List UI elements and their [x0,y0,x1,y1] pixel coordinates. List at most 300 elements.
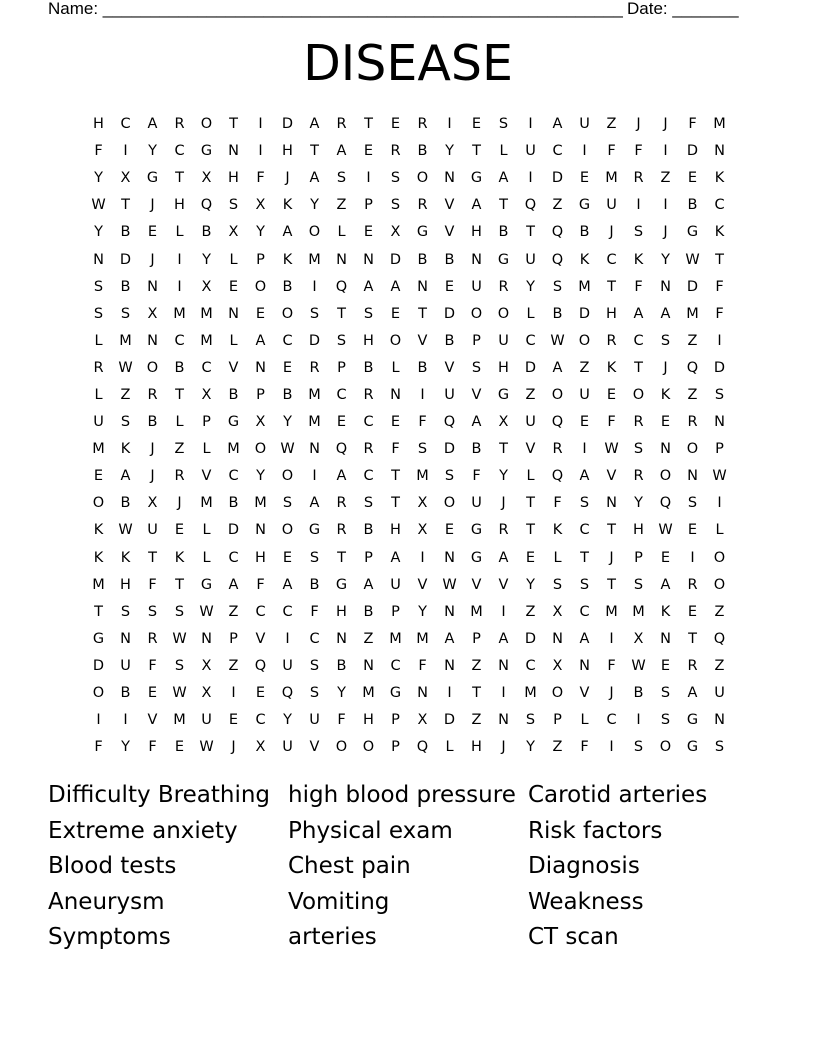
grid-letter: G [686,739,699,756]
grid-letter: S [444,468,455,485]
grid-letter: L [526,305,535,322]
grid-letter: G [227,414,240,431]
grid-letter: I [447,116,452,133]
grid-letter: G [416,224,429,241]
grid-letter: F [688,116,697,133]
grid-letter: O [281,305,294,322]
grid-letter: E [660,657,671,674]
grid-letter: F [391,441,400,458]
grid-letter: T [526,224,535,241]
grid-letter: O [92,685,105,702]
grid-letter: B [282,278,293,295]
grid-letter: S [471,359,482,376]
grid-letter: C [363,468,374,485]
grid-letter: Z [525,386,536,403]
grid-letter: N [417,278,428,295]
grid-letter: C [228,549,239,566]
grid-letter: U [579,116,590,133]
grid-letter: N [147,332,158,349]
grid-row [85,545,733,572]
grid-letter: S [228,197,239,214]
grid-letter: N [228,143,239,160]
grid-letter: K [93,522,104,539]
grid-letter: Q [200,197,213,214]
grid-letter: M [173,305,186,322]
grid-letter: E [390,414,401,431]
grid-letter: B [336,657,347,674]
grid-letter: P [391,739,400,756]
grid-letter: Y [310,197,319,214]
grid-letter: D [119,251,132,268]
grid-letter: H [255,549,266,566]
grid-letter: J [177,495,182,512]
grid-letter: S [309,305,320,322]
grid-letter: L [175,224,184,241]
grid-letter: Q [551,414,564,431]
grid-letter: X [390,224,401,241]
grid-row [85,165,733,192]
grid-letter: X [255,739,266,756]
grid-letter: D [686,278,699,295]
word-bank [48,778,768,956]
grid-letter: O [335,739,348,756]
grid-letter: O [362,739,375,756]
grid-letter: C [282,332,293,349]
grid-letter: M [416,468,429,485]
word-bank-item: Risk factors [528,817,663,844]
grid-letter: F [256,170,265,187]
grid-letter: Y [526,739,535,756]
grid-letter: Q [551,251,564,268]
grid-letter: T [472,143,481,160]
grid-letter: I [636,712,641,729]
grid-letter: I [501,685,506,702]
grid-letter: Z [552,739,563,756]
grid-letter: R [174,468,185,485]
grid-letter: V [498,576,509,593]
grid-letter: C [363,414,374,431]
grid-letter: O [146,359,159,376]
grid-letter: I [231,685,236,702]
grid-letter: U [282,657,293,674]
grid-letter: H [174,197,185,214]
grid-letter: Z [579,359,590,376]
grid-letter: X [417,522,428,539]
grid-letter: D [443,712,456,729]
grid-letter: Z [660,170,671,187]
grid-letter: M [605,603,618,620]
grid-letter: F [148,739,157,756]
grid-letter: S [579,576,590,593]
grid-letter: Y [499,468,508,485]
grid-letter: S [120,603,131,620]
grid-letter: O [281,522,294,539]
grid-letter: D [443,305,456,322]
grid-letter: B [687,197,698,214]
grid-letter: I [177,251,182,268]
grid-letter: L [337,224,346,241]
word-bank-item: arteries [288,924,377,951]
grid-letter: B [417,143,428,160]
grid-letter: I [528,170,533,187]
grid-letter: I [96,712,101,729]
grid-letter: S [363,495,374,512]
grid-letter: E [579,170,590,187]
grid-letter: D [308,332,321,349]
grid-letter: Q [659,495,672,512]
grid-letter: N [417,685,428,702]
grid-letter: C [174,143,185,160]
grid-letter: E [660,414,671,431]
grid-letter: N [390,386,401,403]
grid-letter: S [660,685,671,702]
grid-letter: C [120,116,131,133]
grid-letter: A [336,143,347,160]
grid-letter: R [336,116,347,133]
grid-letter: C [255,603,266,620]
grid-letter: I [663,197,668,214]
grid-letter: G [308,522,321,539]
grid-letter: I [366,170,371,187]
grid-letter: A [363,576,374,593]
grid-letter: G [497,386,510,403]
grid-letter: B [498,224,509,241]
grid-letter: D [92,657,105,674]
grid-letter: S [660,712,671,729]
word-bank-item: Weakness [528,888,644,915]
grid-letter: B [282,386,293,403]
grid-letter: F [148,657,157,674]
grid-row [85,626,733,653]
grid-letter: S [633,224,644,241]
grid-letter: O [389,332,402,349]
grid-row [85,653,733,680]
grid-letter: S [120,305,131,322]
grid-letter: R [363,386,374,403]
grid-letter: X [201,685,212,702]
grid-letter: F [337,712,346,729]
grid-letter: N [471,251,482,268]
grid-letter: M [389,630,402,647]
grid-letter: N [444,603,455,620]
grid-letter: R [498,278,509,295]
grid-letter: Q [686,359,699,376]
grid-letter: S [633,441,644,458]
grid-letter: C [579,522,590,539]
grid-letter: H [471,739,482,756]
grid-letter: J [150,197,155,214]
grid-letter: S [660,332,671,349]
grid-letter: R [633,414,644,431]
grid-letter: U [471,495,482,512]
grid-letter: R [147,386,158,403]
grid-row [85,328,733,355]
grid-letter: T [499,441,508,458]
grid-letter: L [580,712,589,729]
grid-letter: N [660,630,671,647]
grid-row [85,572,733,599]
grid-letter: A [498,630,509,647]
grid-letter: Y [202,251,211,268]
grid-letter: R [390,143,401,160]
grid-letter: E [93,468,104,485]
grid-letter: R [633,468,644,485]
grid-letter: V [417,332,428,349]
grid-letter: Z [714,657,725,674]
grid-letter: P [472,630,481,647]
word-bank-item: Extreme anxiety [48,817,238,844]
grid-letter: S [552,278,563,295]
grid-letter: C [606,251,617,268]
grid-letter: M [470,603,483,620]
grid-letter: F [607,657,616,674]
grid-letter: O [659,468,672,485]
grid-letter: P [229,630,238,647]
grid-letter: E [444,522,455,539]
grid-letter: V [471,576,482,593]
grid-letter: Q [335,278,348,295]
grid-letter: G [92,630,105,647]
grid-letter: Q [713,630,726,647]
grid-letter: X [201,170,212,187]
grid-letter: Q [281,685,294,702]
grid-letter: H [471,224,482,241]
grid-letter: C [525,657,536,674]
grid-letter: J [150,468,155,485]
grid-letter: A [255,332,266,349]
grid-letter: E [282,549,293,566]
grid-letter: I [609,739,614,756]
grid-letter: W [199,603,214,620]
grid-letter: E [390,305,401,322]
grid-letter: O [713,549,726,566]
grid-letter: K [174,549,185,566]
grid-letter: C [579,603,590,620]
grid-letter: I [258,143,263,160]
grid-letter: U [714,685,725,702]
grid-letter: S [714,739,725,756]
grid-letter: V [255,630,266,647]
grid-letter: N [714,414,725,431]
grid-letter: F [607,414,616,431]
grid-letter: P [553,712,562,729]
grid-letter: N [93,251,104,268]
grid-letter: L [391,359,400,376]
grid-letter: O [200,116,213,133]
grid-letter: U [525,414,536,431]
grid-letter: G [146,170,159,187]
grid-letter: O [92,495,105,512]
grid-letter: E [687,522,698,539]
word-search-grid [85,111,733,761]
grid-letter: D [713,359,726,376]
grid-letter: U [444,386,455,403]
grid-letter: M [227,441,240,458]
grid-letter: S [390,197,401,214]
grid-letter: O [497,305,510,322]
grid-letter: Q [335,441,348,458]
grid-letter: R [687,414,698,431]
grid-letter: G [470,549,483,566]
grid-letter: Z [120,386,131,403]
grid-letter: Y [445,143,454,160]
grid-letter: K [714,224,725,241]
grid-letter: F [634,278,643,295]
grid-letter: A [660,305,671,322]
grid-letter: I [690,549,695,566]
word-bank-item: Symptoms [48,924,171,951]
grid-letter: H [606,305,617,322]
grid-letter: I [177,278,182,295]
grid-letter: U [606,197,617,214]
grid-letter: B [363,522,374,539]
grid-letter: A [660,576,671,593]
grid-letter: N [228,305,239,322]
grid-letter: X [552,657,563,674]
grid-letter: V [444,359,455,376]
grid-letter: B [579,224,590,241]
grid-letter: O [443,495,456,512]
grid-letter: A [390,278,401,295]
grid-letter: D [227,522,240,539]
grid-letter: N [363,251,374,268]
grid-letter: P [256,251,265,268]
grid-letter: W [550,332,565,349]
grid-letter: N [336,630,347,647]
grid-letter: X [633,630,644,647]
grid-letter: I [123,712,128,729]
grid-letter: K [552,522,563,539]
grid-letter: U [282,739,293,756]
grid-letter: J [501,495,506,512]
grid-letter: U [579,386,590,403]
grid-letter: T [607,278,616,295]
grid-letter: N [606,495,617,512]
word-bank-item: Aneurysm [48,888,165,915]
grid-letter: F [580,739,589,756]
grid-letter: E [147,685,158,702]
grid-letter: Y [256,468,265,485]
grid-letter: U [525,143,536,160]
grid-letter: P [472,332,481,349]
grid-letter: T [526,495,535,512]
grid-letter: P [337,359,346,376]
grid-letter: A [390,549,401,566]
grid-letter: E [525,549,536,566]
grid-letter: I [123,143,128,160]
grid-letter: K [93,549,104,566]
grid-letter: J [501,739,506,756]
grid-letter: F [94,739,103,756]
grid-letter: F [148,576,157,593]
word-bank-item: high blood pressure [288,782,516,808]
grid-letter: W [712,468,727,485]
grid-letter: E [606,386,617,403]
word-bank-item: Blood tests [48,853,177,880]
grid-letter: V [147,712,158,729]
grid-letter: V [444,197,455,214]
grid-letter: B [309,576,320,593]
grid-letter: A [309,170,320,187]
grid-letter: I [636,197,641,214]
grid-letter: V [525,441,536,458]
page-title: DISEASE [303,35,513,92]
word-bank-item: Difficulty Breathing [48,782,271,808]
grid-letter: Q [524,197,537,214]
grid-letter: E [228,278,239,295]
grid-letter: Z [228,603,239,620]
grid-letter: A [120,468,131,485]
grid-letter: R [174,116,185,133]
word-bank-item: Carotid arteries [528,782,708,808]
grid-letter: J [609,685,614,702]
grid-letter: T [337,549,346,566]
grid-letter: M [254,495,267,512]
grid-letter: S [417,441,428,458]
grid-letter: C [201,359,212,376]
grid-letter: Y [337,685,346,702]
grid-letter: R [687,657,698,674]
grid-letter: S [309,657,320,674]
grid-letter: Z [363,630,374,647]
grid-letter: O [551,386,564,403]
grid-letter: A [471,197,482,214]
grid-letter: Z [525,603,536,620]
grid-letter: B [417,359,428,376]
grid-letter: V [309,739,320,756]
grid-letter: E [228,712,239,729]
grid-letter: A [552,359,563,376]
grid-letter: T [688,630,697,647]
grid-letter: J [636,116,641,133]
grid-letter: B [417,251,428,268]
grid-letter: J [285,170,290,187]
grid-letter: K [660,386,671,403]
grid-letter: A [147,116,158,133]
grid-letter: D [686,143,699,160]
grid-letter: V [471,386,482,403]
grid-letter: N [255,359,266,376]
grid-letter: Q [551,224,564,241]
grid-letter: R [633,170,644,187]
grid-letter: H [336,603,347,620]
grid-letter: W [685,251,700,268]
word-bank-item: Physical exam [288,817,453,844]
grid-letter: L [715,522,724,539]
grid-letter: M [686,305,699,322]
grid-letter: O [470,305,483,322]
grid-letter: A [444,630,455,647]
grid-letter: I [258,116,263,133]
grid-letter: K [120,441,131,458]
grid-letter: L [202,441,211,458]
grid-letter: C [714,197,725,214]
grid-letter: N [309,441,320,458]
word-bank-item: CT scan [528,924,619,951]
grid-letter: P [256,386,265,403]
grid-letter: G [686,712,699,729]
grid-letter: M [308,386,321,403]
grid-letter: S [309,685,320,702]
grid-letter: N [552,630,563,647]
grid-letter: W [604,441,619,458]
grid-letter: I [663,143,668,160]
grid-letter: Y [283,414,292,431]
grid-letter: P [391,712,400,729]
grid-letter: X [498,414,509,431]
grid-letter: E [687,170,698,187]
grid-letter: Z [336,197,347,214]
